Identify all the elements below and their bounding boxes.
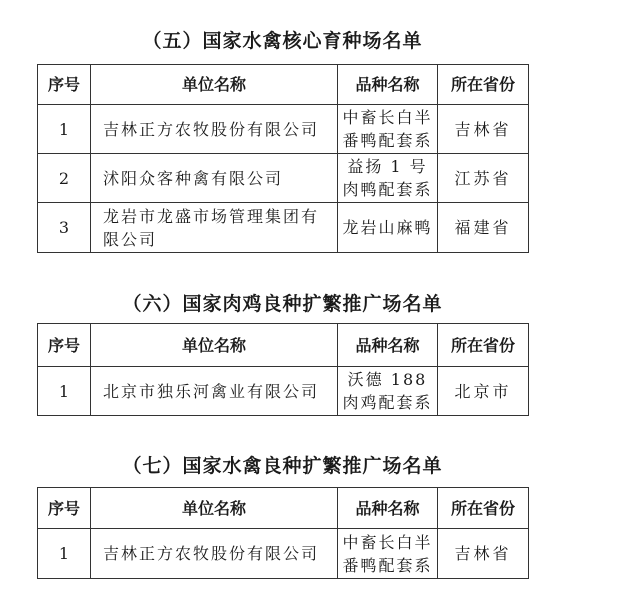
breed-line: 肉鸡配套系 xyxy=(342,393,433,412)
header-unit-name: 单位名称 xyxy=(91,65,338,105)
unit-name: 吉林正方农牧股份有限公司 xyxy=(91,105,338,154)
header-no: 序号 xyxy=(38,324,91,367)
breed-line: 番鸭配套系 xyxy=(342,131,433,150)
header-no: 序号 xyxy=(38,65,91,105)
breed-name xyxy=(338,529,438,579)
table-header-row xyxy=(38,65,529,105)
header-province: 所在省份 xyxy=(438,65,529,105)
breed-name xyxy=(338,154,438,203)
table-row xyxy=(38,105,529,154)
row-no: 1 xyxy=(38,367,91,416)
header-province: 所在省份 xyxy=(438,488,529,529)
breed-name xyxy=(338,105,438,154)
table-row xyxy=(38,154,529,203)
row-no: 1 xyxy=(38,529,91,579)
province: 北京市 xyxy=(438,367,529,416)
breeding-farm-table xyxy=(37,64,529,253)
unit-name: 吉林正方农牧股份有限公司 xyxy=(91,529,338,579)
breed-line: 中畜长白半 xyxy=(342,108,433,127)
unit-name: 北京市独乐河禽业有限公司 xyxy=(91,367,338,416)
header-province: 所在省份 xyxy=(438,324,529,367)
unit-name: 龙岩市龙盛市场管理集团有限公司 xyxy=(91,203,338,253)
header-unit-name: 单位名称 xyxy=(91,488,338,529)
header-unit-name: 单位名称 xyxy=(91,324,338,367)
table-row xyxy=(38,367,529,416)
province: 福建省 xyxy=(438,203,529,253)
breed-name xyxy=(338,367,438,416)
breed-line: 中畜长白半 xyxy=(342,532,433,552)
table-row xyxy=(38,203,529,253)
table-header-row xyxy=(38,324,529,367)
breed-line: 龙岩山麻鸭 xyxy=(342,218,433,237)
breed-line: 益扬 1 号 xyxy=(347,157,428,176)
section-title: （六）国家肉鸡良种扩繁推广场名单 xyxy=(122,293,443,315)
waterfowl-farm-table xyxy=(37,487,529,579)
breed-name xyxy=(338,203,438,253)
table-row xyxy=(38,529,529,579)
breed-line: 肉鸭配套系 xyxy=(342,180,433,199)
row-no: 2 xyxy=(38,154,91,203)
header-breed-name: 品种名称 xyxy=(338,324,438,367)
row-no: 3 xyxy=(38,203,91,253)
broiler-farm-table xyxy=(37,323,529,416)
header-breed-name: 品种名称 xyxy=(338,488,438,529)
province: 吉林省 xyxy=(438,529,529,579)
section-title: （五）国家水禽核心育种场名单 xyxy=(142,30,423,52)
header-breed-name: 品种名称 xyxy=(338,65,438,105)
header-no: 序号 xyxy=(38,488,91,529)
breed-line: 沃德 188 xyxy=(347,370,428,389)
breed-line: 番鸭配套系 xyxy=(342,555,433,575)
unit-name: 沭阳众客种禽有限公司 xyxy=(91,154,338,203)
province: 吉林省 xyxy=(438,105,529,154)
table-header-row xyxy=(38,488,529,529)
section-title: （七）国家水禽良种扩繁推广场名单 xyxy=(122,455,443,477)
row-no: 1 xyxy=(38,105,91,154)
province: 江苏省 xyxy=(438,154,529,203)
